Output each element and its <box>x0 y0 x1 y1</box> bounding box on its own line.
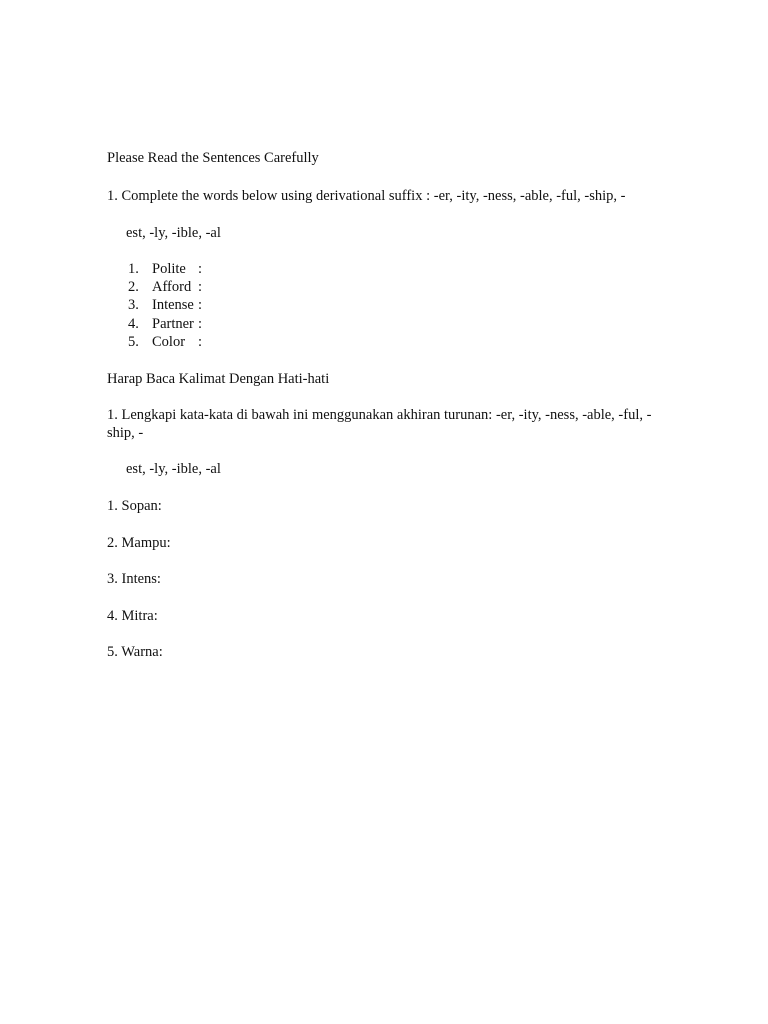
english-list-item <box>128 260 202 278</box>
english-list-item <box>128 315 202 333</box>
indonesian-instruction-continuation: est, -ly, -ible, -al <box>126 461 221 477</box>
list-item-word: Intense <box>152 297 194 313</box>
list-item-number: 5. <box>128 334 139 350</box>
english-list-item <box>128 333 202 351</box>
list-item-number: 2. <box>128 279 139 295</box>
indonesian-list-item: 5. Warna: <box>107 644 163 660</box>
list-item-colon: : <box>198 334 203 350</box>
list-item-word: Partner <box>152 316 194 332</box>
indonesian-instruction: 1. Lengkapi kata-kata di bawah ini menggunakan akhiran turunan: -er, -ity, -ness, -able, -ful, -ship, - <box>107 407 652 441</box>
list-item-colon: : <box>198 297 203 313</box>
list-item-word: Afford <box>152 279 192 295</box>
english-instruction: 1. Complete the words below using derivational suffix : -er, -ity, -ness, -able, -ful, -ship, - <box>107 188 626 204</box>
indonesian-list-item: 1. Sopan: <box>107 498 162 514</box>
indonesian-list-item: 2. Mampu: <box>107 535 171 551</box>
list-item-colon: : <box>198 279 203 295</box>
indonesian-list-item: 3. Intens: <box>107 571 161 587</box>
english-instruction-continuation: est, -ly, -ible, -al <box>126 225 221 241</box>
english-list-item <box>128 296 202 314</box>
list-item-colon: : <box>198 261 203 277</box>
list-item-word: Polite <box>152 261 186 277</box>
english-heading: Please Read the Sentences Carefully <box>107 150 319 166</box>
list-item-number: 4. <box>128 316 139 332</box>
list-item-word: Color <box>152 334 186 350</box>
indonesian-list-item: 4. Mitra: <box>107 608 158 624</box>
english-list-item <box>128 278 202 296</box>
list-item-colon: : <box>198 316 203 332</box>
list-item-number: 3. <box>128 297 139 313</box>
list-item-number: 1. <box>128 261 139 277</box>
indonesian-heading: Harap Baca Kalimat Dengan Hati-hati <box>107 371 330 387</box>
